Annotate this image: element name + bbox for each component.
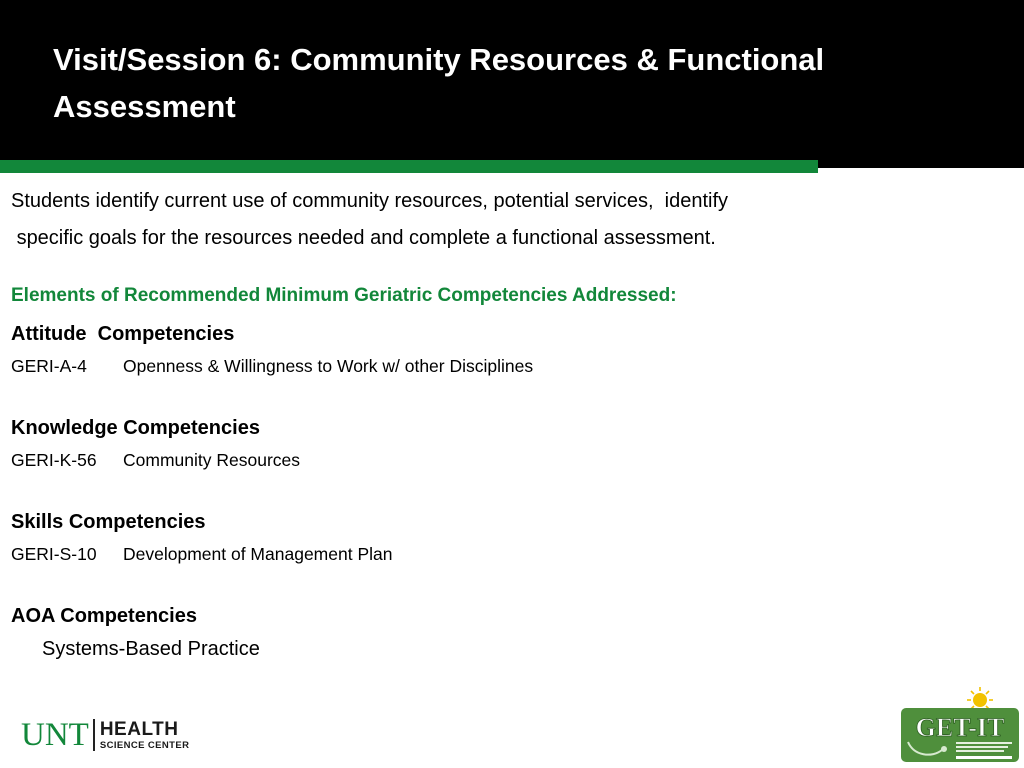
- competency-text: Development of Management Plan: [123, 544, 393, 564]
- unt-logo-word: UNT: [21, 717, 89, 753]
- slide-title: Visit/Session 6: Community Resources & Functional Assessment: [53, 42, 825, 124]
- divider-gap: [818, 168, 1024, 173]
- knowledge-heading: Knowledge Competencies: [11, 417, 260, 439]
- aoa-heading: AOA Competencies: [11, 605, 197, 627]
- competency-text: Systems-Based Practice: [42, 638, 260, 660]
- intro-paragraph: Students identify current use of community resources, potential services, identify specific goals for the resources needed and complete a functional assessment.: [11, 190, 729, 249]
- skills-section: [11, 509, 392, 565]
- logo-separator: [93, 719, 95, 751]
- aoa-section: [11, 603, 260, 660]
- slide-body: [11, 183, 991, 660]
- skills-heading: Skills Competencies: [11, 511, 206, 533]
- title-divider: [0, 160, 818, 173]
- knowledge-section: [11, 415, 300, 471]
- unt-logo-line2: SCIENCE CENTER: [99, 739, 190, 751]
- competency-code: GERI-K-56: [11, 450, 97, 470]
- competency-code: GERI-A-4: [11, 356, 87, 376]
- competencies-heading: Elements of Recommended Minimum Geriatric Competencies Addressed:: [11, 285, 677, 306]
- unt-logo-line1: HEALTH: [99, 718, 179, 740]
- unt-health-logo: [21, 718, 189, 752]
- competency-code: GERI-S-10: [11, 544, 97, 564]
- get-it-logo: [898, 686, 1022, 766]
- attitude-heading: Attitude Competencies: [11, 323, 235, 345]
- stethoscope-head: [941, 746, 947, 752]
- attitude-section: [11, 321, 533, 377]
- title-bar: [0, 0, 1024, 168]
- competency-item: [11, 543, 392, 565]
- competency-item: [11, 355, 533, 377]
- get-it-word: GET-IT: [915, 713, 1005, 742]
- competency-item: [11, 449, 300, 471]
- competency-text: Community Resources: [123, 450, 300, 470]
- unt-logo-text: [100, 720, 190, 751]
- competency-text: Openness & Willingness to Work w/ other Disciplines: [123, 356, 534, 376]
